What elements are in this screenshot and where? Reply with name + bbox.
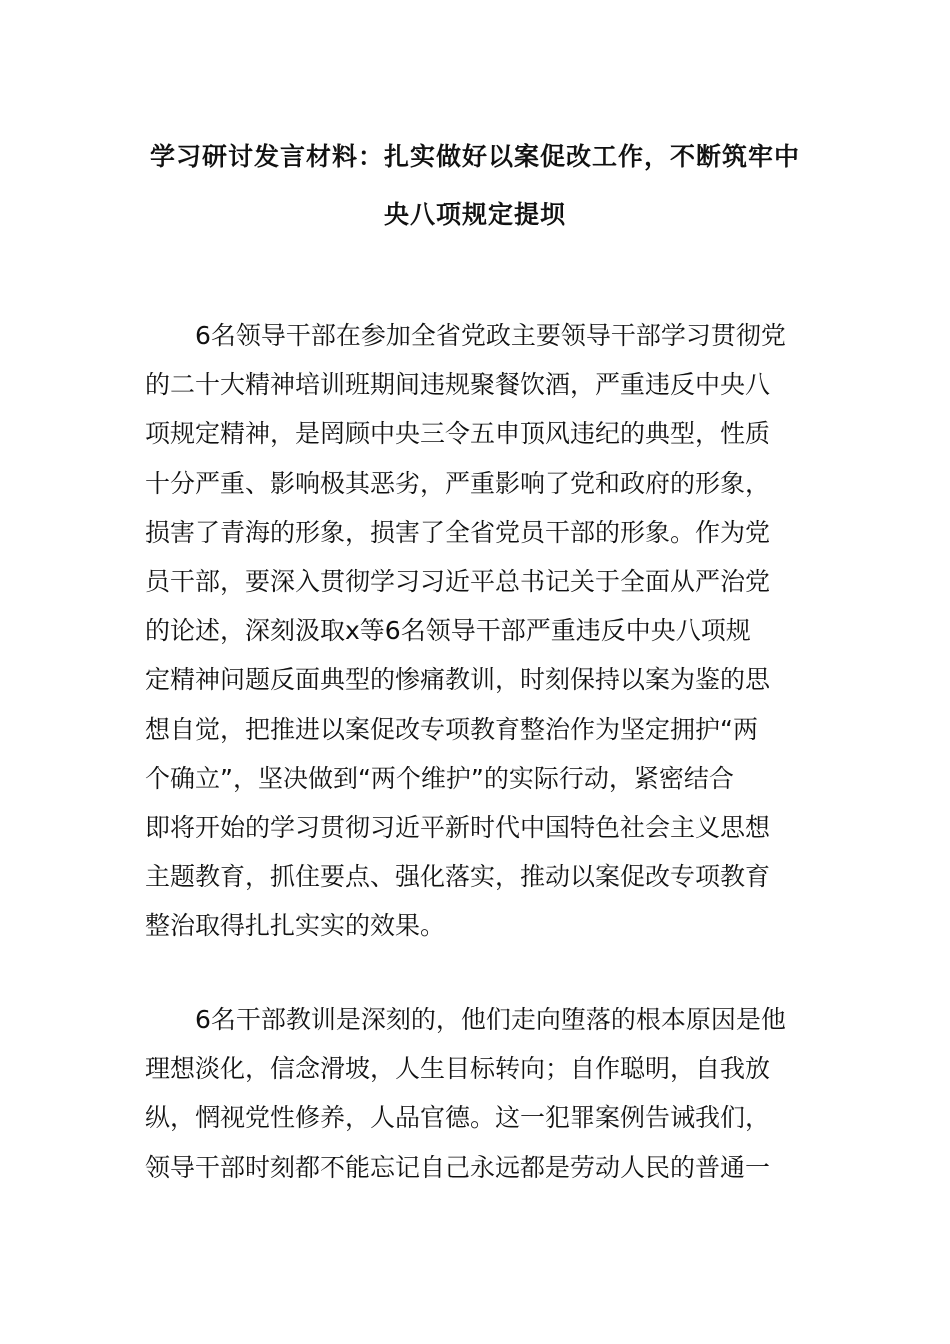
text-line: 想自觉，把推进以案促改专项教育整治作为坚定拥护“两 <box>145 714 758 744</box>
text-line: 损害了青海的形象，损害了全省党员干部的形象。作为党 <box>145 517 771 547</box>
text-line: 主题教育，抓住要点、强化落实，推动以案促改专项教育 <box>145 862 771 892</box>
document-title <box>145 128 805 244</box>
title-line: 央八项规定提坝 <box>383 200 566 229</box>
text-line: 6名领导干部在参加全省党政主要领导干部学习贯彻党 <box>145 321 786 350</box>
text-line: 的论述，深刻汲取x等6名领导干部严重违反中央八项规 <box>145 616 751 646</box>
paragraph-2 <box>145 995 815 1192</box>
title-line: 学习研讨发言材料：扎实做好以案促改工作，不断筑牢中 <box>149 142 800 171</box>
text-line: 个确立”，坚决做到“两个维护”的实际行动，紧密结合 <box>145 763 734 793</box>
text-line: 员干部，要深入贯彻学习习近平总书记关于全面从严治党 <box>145 567 771 597</box>
text-line: 的二十大精神培训班期间违规聚餐饮酒，严重违反中央八 <box>145 370 771 400</box>
text-line: 即将开始的学习贯彻习近平新时代中国特色社会主义思想 <box>145 813 771 843</box>
text-line: 整治取得扎扎实实的效果。 <box>145 911 446 941</box>
text-line: 纵，惘视党性修养，人品官德。这一犯罪案例告诫我们， <box>145 1103 771 1133</box>
text-line: 十分严重、影响极其恶劣，严重影响了党和政府的形象， <box>145 468 771 498</box>
text-line: 项规定精神，是罔顾中央三令五申顶风违纪的典型，性质 <box>145 419 771 449</box>
paragraph-1 <box>145 311 815 951</box>
text-line: 6名干部教训是深刻的，他们走向堕落的根本原因是他 <box>145 1005 786 1034</box>
text-line: 领导干部时刻都不能忘记自己永远都是劳动人民的普通一 <box>145 1152 771 1182</box>
text-line: 理想淡化，信念滑坡，人生目标转向；自作聪明，自我放 <box>145 1054 771 1084</box>
text-line: 定精神问题反面典型的惨痛教训，时刻保持以案为鉴的思 <box>145 665 771 695</box>
